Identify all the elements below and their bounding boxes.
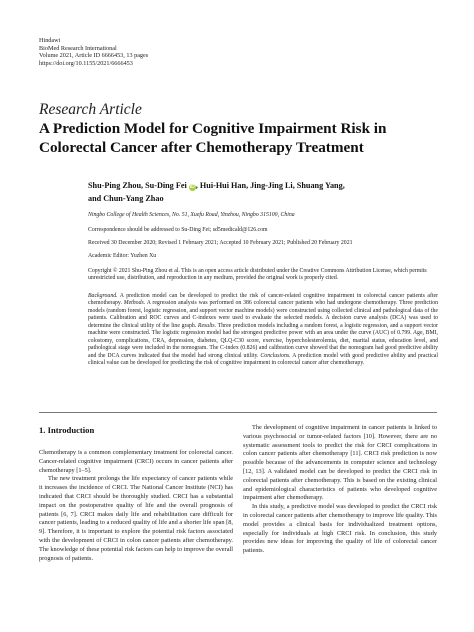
abstract-methods: A regression analysis was performed on 386 colorectal cancer patients who had undergone chemotherapy. Three prediction models (random forest, logistic regression, and support vector machine models) were constructed using collected clinical and pathological data of the patients. Calibration and ROC curves and C-indexes were used to evaluate the selected models. A decision curve analysis (DCA) was used to determine the clinical utility of the line graph. <box>88 300 438 329</box>
academic-editor: Academic Editor: Yuzhen Xu <box>88 253 157 259</box>
doi-link[interactable]: https://doi.org/10.1155/2021/6666453 <box>39 59 133 67</box>
authors-part-1: Shu-Ping Zhou, Su-Ding Fei <box>88 181 187 190</box>
abstract-conclusions-label: Conclusions. <box>258 352 291 359</box>
journal-header <box>39 37 148 67</box>
orcid-icon[interactable]: iD <box>189 184 195 190</box>
article-title: A Prediction Model for Cognitive Impairment Risk in Colorectal Cancer after Chemotherapy Treatment <box>39 120 387 156</box>
paragraph: Chemotherapy is a common complementary treatment for colorectal cancer. Cancer-related cognitive impairment (CRCI) occurs in cancer patients after chemotherapy [1–5]. <box>39 449 233 474</box>
paragraph: The new treatment prolongs the life expectancy of cancer patients while it increases the incidence of CRCI. The National Cancer Institute (NCI) has indicated that CRCI should be thoroughly studied. CRCI has a substantial impact on the postoperative quality of life and the overall prognosis of patients [6, 7]. CRCI makes daily life and rehabilitation care difficult for cancer patients, leading to a reduced quality of life and a shorter life span [8, 9]. Therefore, it is important to explore the potential risk factors associated with the development of CRCI in colon cancer patients after chemotherapy. The knowledge of these potential risk factors can help to improve the overall prognosis of patients. <box>39 475 233 562</box>
journal-name: BioMed Research International <box>39 44 117 52</box>
author-list <box>88 180 448 205</box>
abstract-conclusions: A prediction model with good predictive ability and practical clinical value can be developed for predicting the risk of cognitive impairment in colorectal cancer after chemotherapy. <box>88 352 438 367</box>
abstract-results-label: Results. <box>196 322 217 329</box>
section-heading-introduction: 1. Introduction <box>39 425 95 435</box>
publisher-name: Hindawi <box>39 37 61 44</box>
abstract-methods-label: Methods. <box>121 300 146 307</box>
copyright-notice: Copyright © 2021 Shu-Ping Zhou et al. This is an open access article distributed under the Creative Commons Attribution License, which permits unrestricted use, distribution, and reproduction in any medium, provided the original work is properly cited. <box>88 268 427 282</box>
abstract-results: Three prediction models including a random forest, a logistic regression, and a support vector machine were constructed. The logistic regression model had the strongest predictive power with an area under the curve (AUC) of 0.799. Age, BMI, colostomy, complications, CRA, depression, diabetes, QLQ-C30 score, exercise, hypercholesterolemia, diet, marital status, education level, and pathological stage were included in the nomogram. The C-index (0.826) and calibration curve showed that the nomogram had good predictive ability and the DCA curves indicated that the model had strong clinical utility. <box>88 322 438 359</box>
paragraph: The development of cognitive impairment in cancer patients is linked to various psychosocial or tumor-related factors [10]. However, there are no systematic assessment tools to predict the risk for CRCI complications in colon cancer patients after chemotherapy [11]. CRCI risk prediction is now possible because of the advancements in computer science and technology [12, 13]. A validated model can be developed to predict the CRCI risk in colorectal patients after chemotherapy. This is based on the existing clinical and epidemiological characteristics of patients who developed cognitive impairment after chemotherapy. <box>243 424 437 502</box>
authors-part-2: , Hui-Hui Han, Jing-Jing Li, Shuang Yang, <box>195 181 345 190</box>
publication-dates: Received 30 December 2020; Revised 1 February 2021; Accepted 10 February 2021; Published 20 February 2021 <box>88 240 353 246</box>
volume-info: Volume 2021, Article ID 6666453, 13 pages <box>39 52 149 60</box>
abstract-background-label: Background. <box>88 293 118 299</box>
paragraph: In this study, a predictive model was developed to predict the CRCI risk in colorectal cancer patients after chemotherapy to improve life quality. This model provides a clinical basis for individualized treatment options, especially for individuals at high CRCI risk. In conclusion, this study provides new ideas for improving the quality of life of colorectal cancer patients. <box>243 503 437 555</box>
affiliation: Ningbo College of Health Sciences, No. 51, Xuefu Road, Yinzhou, Ningbo 315100, China <box>88 212 295 218</box>
abstract <box>88 293 438 368</box>
section-divider <box>39 412 437 413</box>
body-column-right <box>243 424 437 556</box>
article-type: Research Article <box>39 101 142 118</box>
authors-part-3: and Chun-Yang Zhao <box>88 193 164 203</box>
correspondence: Correspondence should be addressed to Su-Ding Fei; sd5medicald@126.com <box>88 227 268 233</box>
body-column-left <box>39 449 233 563</box>
abstract-background: A prediction model can be developed to predict the risk of cancer-related cognitive impairment in colorectal cancer patients after chemotherapy. <box>88 293 438 307</box>
